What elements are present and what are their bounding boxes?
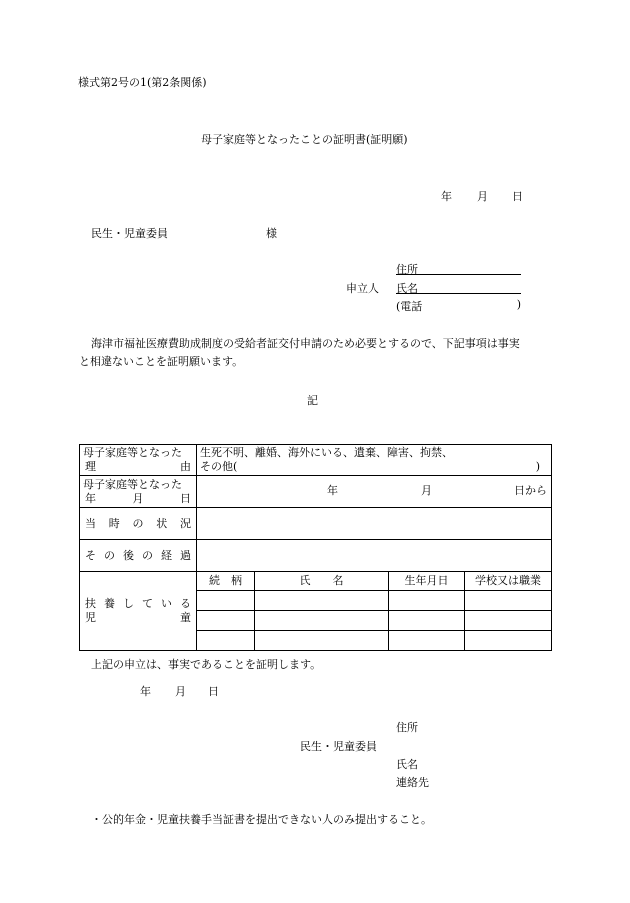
date-month: 月 bbox=[477, 190, 488, 203]
reason-other: その他( bbox=[200, 460, 238, 473]
children-char: し bbox=[123, 597, 134, 610]
date-value-year: 年 bbox=[327, 484, 338, 497]
ki-heading: 記 bbox=[307, 394, 318, 407]
col-header-name: 氏 名 bbox=[255, 572, 389, 591]
date-label-year: 年 bbox=[85, 491, 96, 505]
progress-char: 過 bbox=[180, 548, 191, 562]
applicant-label: 申立人 bbox=[346, 282, 379, 295]
children-char: 児 bbox=[85, 611, 96, 624]
applicant-phone-label: (電話 bbox=[396, 300, 423, 313]
children-char: る bbox=[180, 597, 191, 610]
progress-row bbox=[80, 540, 552, 572]
children-char: 扶 bbox=[85, 597, 96, 610]
child-name-cell[interactable] bbox=[255, 611, 389, 631]
reason-label-line-2 bbox=[83, 460, 193, 474]
date-label-month: 月 bbox=[132, 491, 144, 505]
cert-date-month: 月 bbox=[175, 685, 186, 698]
certifier-address-label: 住所 bbox=[396, 721, 418, 734]
reason-label bbox=[80, 445, 197, 476]
body-text-line-1: 海津市福祉医療費助成制度の受給者証交付申請のため必要とするので、下記事項は事実 bbox=[91, 337, 520, 350]
date-value-month: 月 bbox=[421, 484, 432, 497]
children-label-line-1 bbox=[83, 597, 193, 611]
certifier-title: 民生・児童委員 bbox=[300, 740, 377, 753]
date-year: 年 bbox=[441, 190, 452, 203]
situation-char: の bbox=[132, 516, 144, 530]
date-label-day: 日 bbox=[180, 491, 191, 505]
situation-char: 当 bbox=[85, 516, 96, 530]
applicant-phone-field[interactable] bbox=[396, 298, 521, 314]
progress-label-text bbox=[83, 549, 193, 563]
date-value[interactable] bbox=[197, 476, 552, 508]
children-char: 童 bbox=[180, 611, 191, 624]
col-header-relation: 続 柄 bbox=[197, 572, 255, 591]
children-char: て bbox=[142, 597, 153, 610]
child-name-cell[interactable] bbox=[255, 631, 389, 651]
reason-row bbox=[80, 445, 552, 476]
reason-other-line bbox=[200, 460, 548, 474]
progress-char: 経 bbox=[161, 548, 172, 562]
situation-char: 状 bbox=[156, 516, 168, 530]
progress-char: の bbox=[142, 548, 153, 562]
situation-value[interactable] bbox=[197, 508, 552, 540]
situation-row bbox=[80, 508, 552, 540]
situation-label-text bbox=[83, 517, 193, 531]
progress-value[interactable] bbox=[197, 540, 552, 572]
applicant-address-field[interactable] bbox=[396, 261, 521, 275]
children-char: い bbox=[161, 597, 172, 610]
date-value-from: 日から bbox=[514, 484, 547, 497]
situation-label bbox=[80, 508, 197, 540]
reason-value[interactable] bbox=[197, 445, 552, 476]
addressee-name: 民生・児童委員 bbox=[91, 227, 168, 240]
cert-date-year: 年 bbox=[140, 685, 151, 698]
date-day: 日 bbox=[512, 190, 523, 203]
reason-label-ri: 理 bbox=[85, 460, 96, 473]
children-char: 養 bbox=[104, 597, 115, 610]
children-header-row bbox=[80, 572, 552, 591]
child-birth-cell[interactable] bbox=[389, 631, 465, 651]
footnote: ・公的年金・児童扶養手当証書を提出できない人のみ提出すること。 bbox=[91, 813, 432, 826]
page-title: 母子家庭等となったことの証明書(証明願) bbox=[201, 133, 408, 146]
col-header-school: 学校又は職業 bbox=[465, 572, 552, 591]
certifier-contact-label: 連絡先 bbox=[396, 776, 429, 789]
certificate-table bbox=[79, 444, 552, 651]
child-relation-cell[interactable] bbox=[197, 611, 255, 631]
progress-char: 後 bbox=[123, 548, 134, 562]
child-relation-cell[interactable] bbox=[197, 591, 255, 611]
addressee-honorific: 様 bbox=[266, 227, 277, 240]
child-birth-cell[interactable] bbox=[389, 591, 465, 611]
applicant-phone-close: ) bbox=[516, 298, 521, 311]
date-label-line-2 bbox=[83, 492, 193, 506]
children-label-line-2 bbox=[83, 611, 193, 625]
reason-label-line-1: 母子家庭等となった bbox=[83, 446, 182, 459]
child-birth-cell[interactable] bbox=[389, 611, 465, 631]
col-header-birth: 生年月日 bbox=[389, 572, 465, 591]
body-text-line-2: と相違ないことを証明願います。 bbox=[79, 355, 244, 368]
situation-char: 況 bbox=[180, 516, 191, 530]
applicant-name-label: 氏名 bbox=[396, 282, 418, 295]
progress-label bbox=[80, 540, 197, 572]
date-label bbox=[80, 476, 197, 508]
certifier-name-label: 氏名 bbox=[396, 758, 418, 771]
form-number: 様式第2号の1(第2条関係) bbox=[78, 76, 207, 89]
applicant-name-field[interactable] bbox=[396, 280, 521, 294]
situation-char: 時 bbox=[108, 516, 120, 530]
reason-label-yu: 由 bbox=[180, 460, 191, 473]
date-label-line-1: 母子家庭等となった bbox=[83, 477, 182, 491]
progress-char: の bbox=[104, 548, 115, 562]
date-row bbox=[80, 476, 552, 508]
children-label bbox=[80, 572, 197, 651]
child-name-cell[interactable] bbox=[255, 591, 389, 611]
child-school-cell[interactable] bbox=[465, 591, 552, 611]
applicant-address-label: 住所 bbox=[396, 263, 418, 276]
cert-date-day: 日 bbox=[208, 685, 219, 698]
child-school-cell[interactable] bbox=[465, 631, 552, 651]
child-relation-cell[interactable] bbox=[197, 631, 255, 651]
certify-text: 上記の申立は、事実であることを証明します。 bbox=[91, 658, 322, 671]
progress-char: そ bbox=[85, 548, 96, 562]
reason-other-close: ) bbox=[535, 460, 540, 473]
reason-options: 生死不明、離婚、海外にいる、遺棄、障害、拘禁、 bbox=[200, 446, 453, 459]
child-school-cell[interactable] bbox=[465, 611, 552, 631]
